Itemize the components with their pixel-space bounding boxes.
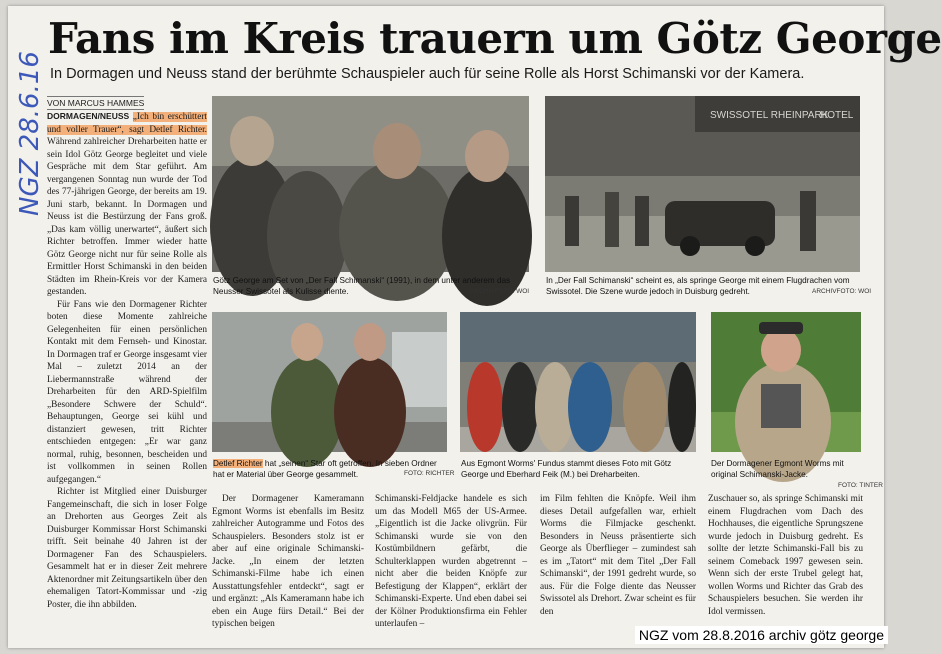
photo-caption: Der Dormagener Egmont Worms mit original Schimanski-Jacke. [711,459,844,479]
subheadline: In Dormagen und Neuss stand der berühmte Schauspieler auch für seine Rolle als Horst Schimanski vor der Kamera. [50,66,805,82]
dateline: DORMAGEN/NEUSS [47,111,130,121]
paragraph: Schimanski-Feldjacke handele es sich um das Modell M65 der US-Armee. „Eigentlich ist die Jacke olivgrün. Für Schimanski wurde sie von den Kostümbildnern gefärbt, die Schulterklappen wurden abgetrennt – nicht aber die beiden Knöpfe zur Befestigung der Klappen“, erklärt der Schimanski-Experte. Und eben dabei sei der Kölner Produktionsfirma ein Fehler unterlaufen – [375,494,527,629]
photo-caption: Detlef Richter hat „seinen“ Star oft getroffen. In sieben Ordner hat er Material über George gesammelt. [213,459,437,479]
article-column-3 [375,493,527,629]
photo-credit: ARCHIVFOTO: WOI [812,288,872,295]
paragraph: Der Dormagener Kameramann Egmont Worms ist ebenfalls im Besitz zahlreicher Autogramme und Fotos des Schauspielers. Besonders stolz ist er aber auf eine originale Schimanski-Jacke. „In einem der letzten Schimanski-Filme habe ich einen Ausstattungsfehler entdeckt“, sagt er und ergänzt: „Als Kameramann habe ich eben ein Auge fürs Detail.“ Bei der typischen beigen [212,494,364,629]
photo-credit: ARCHIVFOTO: WOI [470,288,530,295]
paragraph: Zuschauer so, als springe Schimanski mit einem Flugdrachen vom Dach des Hochhauses, die eigentliche Sprungszene wurde jedoch in Duisburg gedreht. Es sollte der letzte Schimanski-Fall bis zu seinem Comeback 1997 gewesen sein. Wenn sich der erste Trubel gelegt hat, wollen Worms und Richter das Grab des Schauspielers besuchen. Sie werden ihr Idol vermissen. [708,494,863,617]
byline: VON MARCUS HAMMES [47,98,145,108]
photo-set-group [460,312,696,452]
article-column-2 [212,493,364,629]
paragraph: Für Fans wie den Dormagener Richter boten diese Momente zahlreiche Gelegenheiten für einen persönlichen Kontakt mit dem Fernseh- und Kinostar. In Dormagen traf er George insgesamt vier Mal – zuletzt 2014 an der Liebermannstraße während der Dreharbeiten für den ARD-Spielfilm „Besondere Schwere der Schuld“. Behauptungen, George sei kühl und distanziert gewesen, tritt Richter entschieden entgegen: „Er war ganz normal, ruhig, besonnen, bescheiden und ist vollkommen in seinen Rollen aufgegangen.“ [47,299,207,485]
paragraph: Richter ist Mitglied einer Duisburger Fangemeinschaft, die sich in loser Folge an Drehorten aus Georges Zeit als Duisburger Kommissar Horst Schimanski trifft. Seit beinahe 40 Jahren ist der Dormagener Fan des Schauspielers. Gesammelt hat er in dieser Zeit mehrere Aktenordner mit Zeitungsartikeln über den ehemaligen Tatort-Kommissar und -zig Poster, die ihn abbilden. [47,487,207,610]
svg-text:HOTEL: HOTEL [820,110,854,121]
paragraph: Während zahlreicher Dreharbeiten hatte er sein Idol Götz George begleitet und viele Gespräche mit dem Star geführt. Am vergangenen Sonntag nun wurde der Tod des 77-jährigen George, der bereits am 19. Juni starb, bekannt. In Dormagen und Neuss ist die Bestürzung der Fans groß. „Das kam völlig unerwartet“, äußert sich Richter betroffen. Immer wieder hatte Götz George nicht nur für seine Rolle als Ermittler Horst Schimanski in den beiden Städten im Rhein-Kreis vor der Kamera gestanden. [47,137,207,297]
headline: Fans im Kreis trauern um Götz George [48,14,942,63]
photo-credit: FOTO: RICHTER [404,470,455,477]
photo-set-schimanski [212,96,529,272]
photo-caption: Aus Egmont Worms' Fundus stammt dieses Foto mit Götz George und Eberhard Feik (M.) bei Dreharbeiten. [461,459,672,479]
photo-caption: In „Der Fall Schimanski“ scheint es, als springe George mit einem Flugdrachen vom Swissotel. Die Szene wurde jedoch in Duisburg gedreht. [546,276,850,296]
article-column-5 [708,493,863,617]
handwritten-date [8,20,48,220]
svg-text:SWISSOTEL RHEINPARK: SWISSOTEL RHEINPARK [710,110,829,121]
photo-swissotel [545,96,860,272]
paragraph: im Film fehlten die Knöpfe. Weil ihm dieses Detail aufgefallen war, erhielt Worms die Filmjacke geschenkt. Besonders in Neuss präsentierte sich George als Überflieger – zumindest sah es im „Tatort“ mit dem Titel „Der Fall Schimanski“, der 1991 gedreht wurde, so aus. Für die Folge diente das Neusser Swissotel als Drehort. Zwar scheint es für den [540,494,696,617]
photo-caption: Götz George am Set von „Der Fall Schimanski“ (1991), in dem unter anderem das Neusser Swissotel als Kulisse diente. [213,276,511,296]
article-column-1 [47,110,207,610]
photo-detlef-richter [212,312,447,452]
caption-highlight: Detlef Richter [213,459,263,468]
archive-note: NGZ vom 28.8.2016 archiv götz george [635,626,888,644]
svg-text:NGZ 28.6.16: NGZ 28.6.16 [15,51,45,216]
article-column-4 [540,493,696,623]
photo-credit: FOTO: TINTER [838,482,883,489]
photo-egmont-worms [711,312,861,452]
quote-highlight: „Ich bin erschüttert und voller Trauer“, sagt Detlef Richter. [47,112,208,135]
